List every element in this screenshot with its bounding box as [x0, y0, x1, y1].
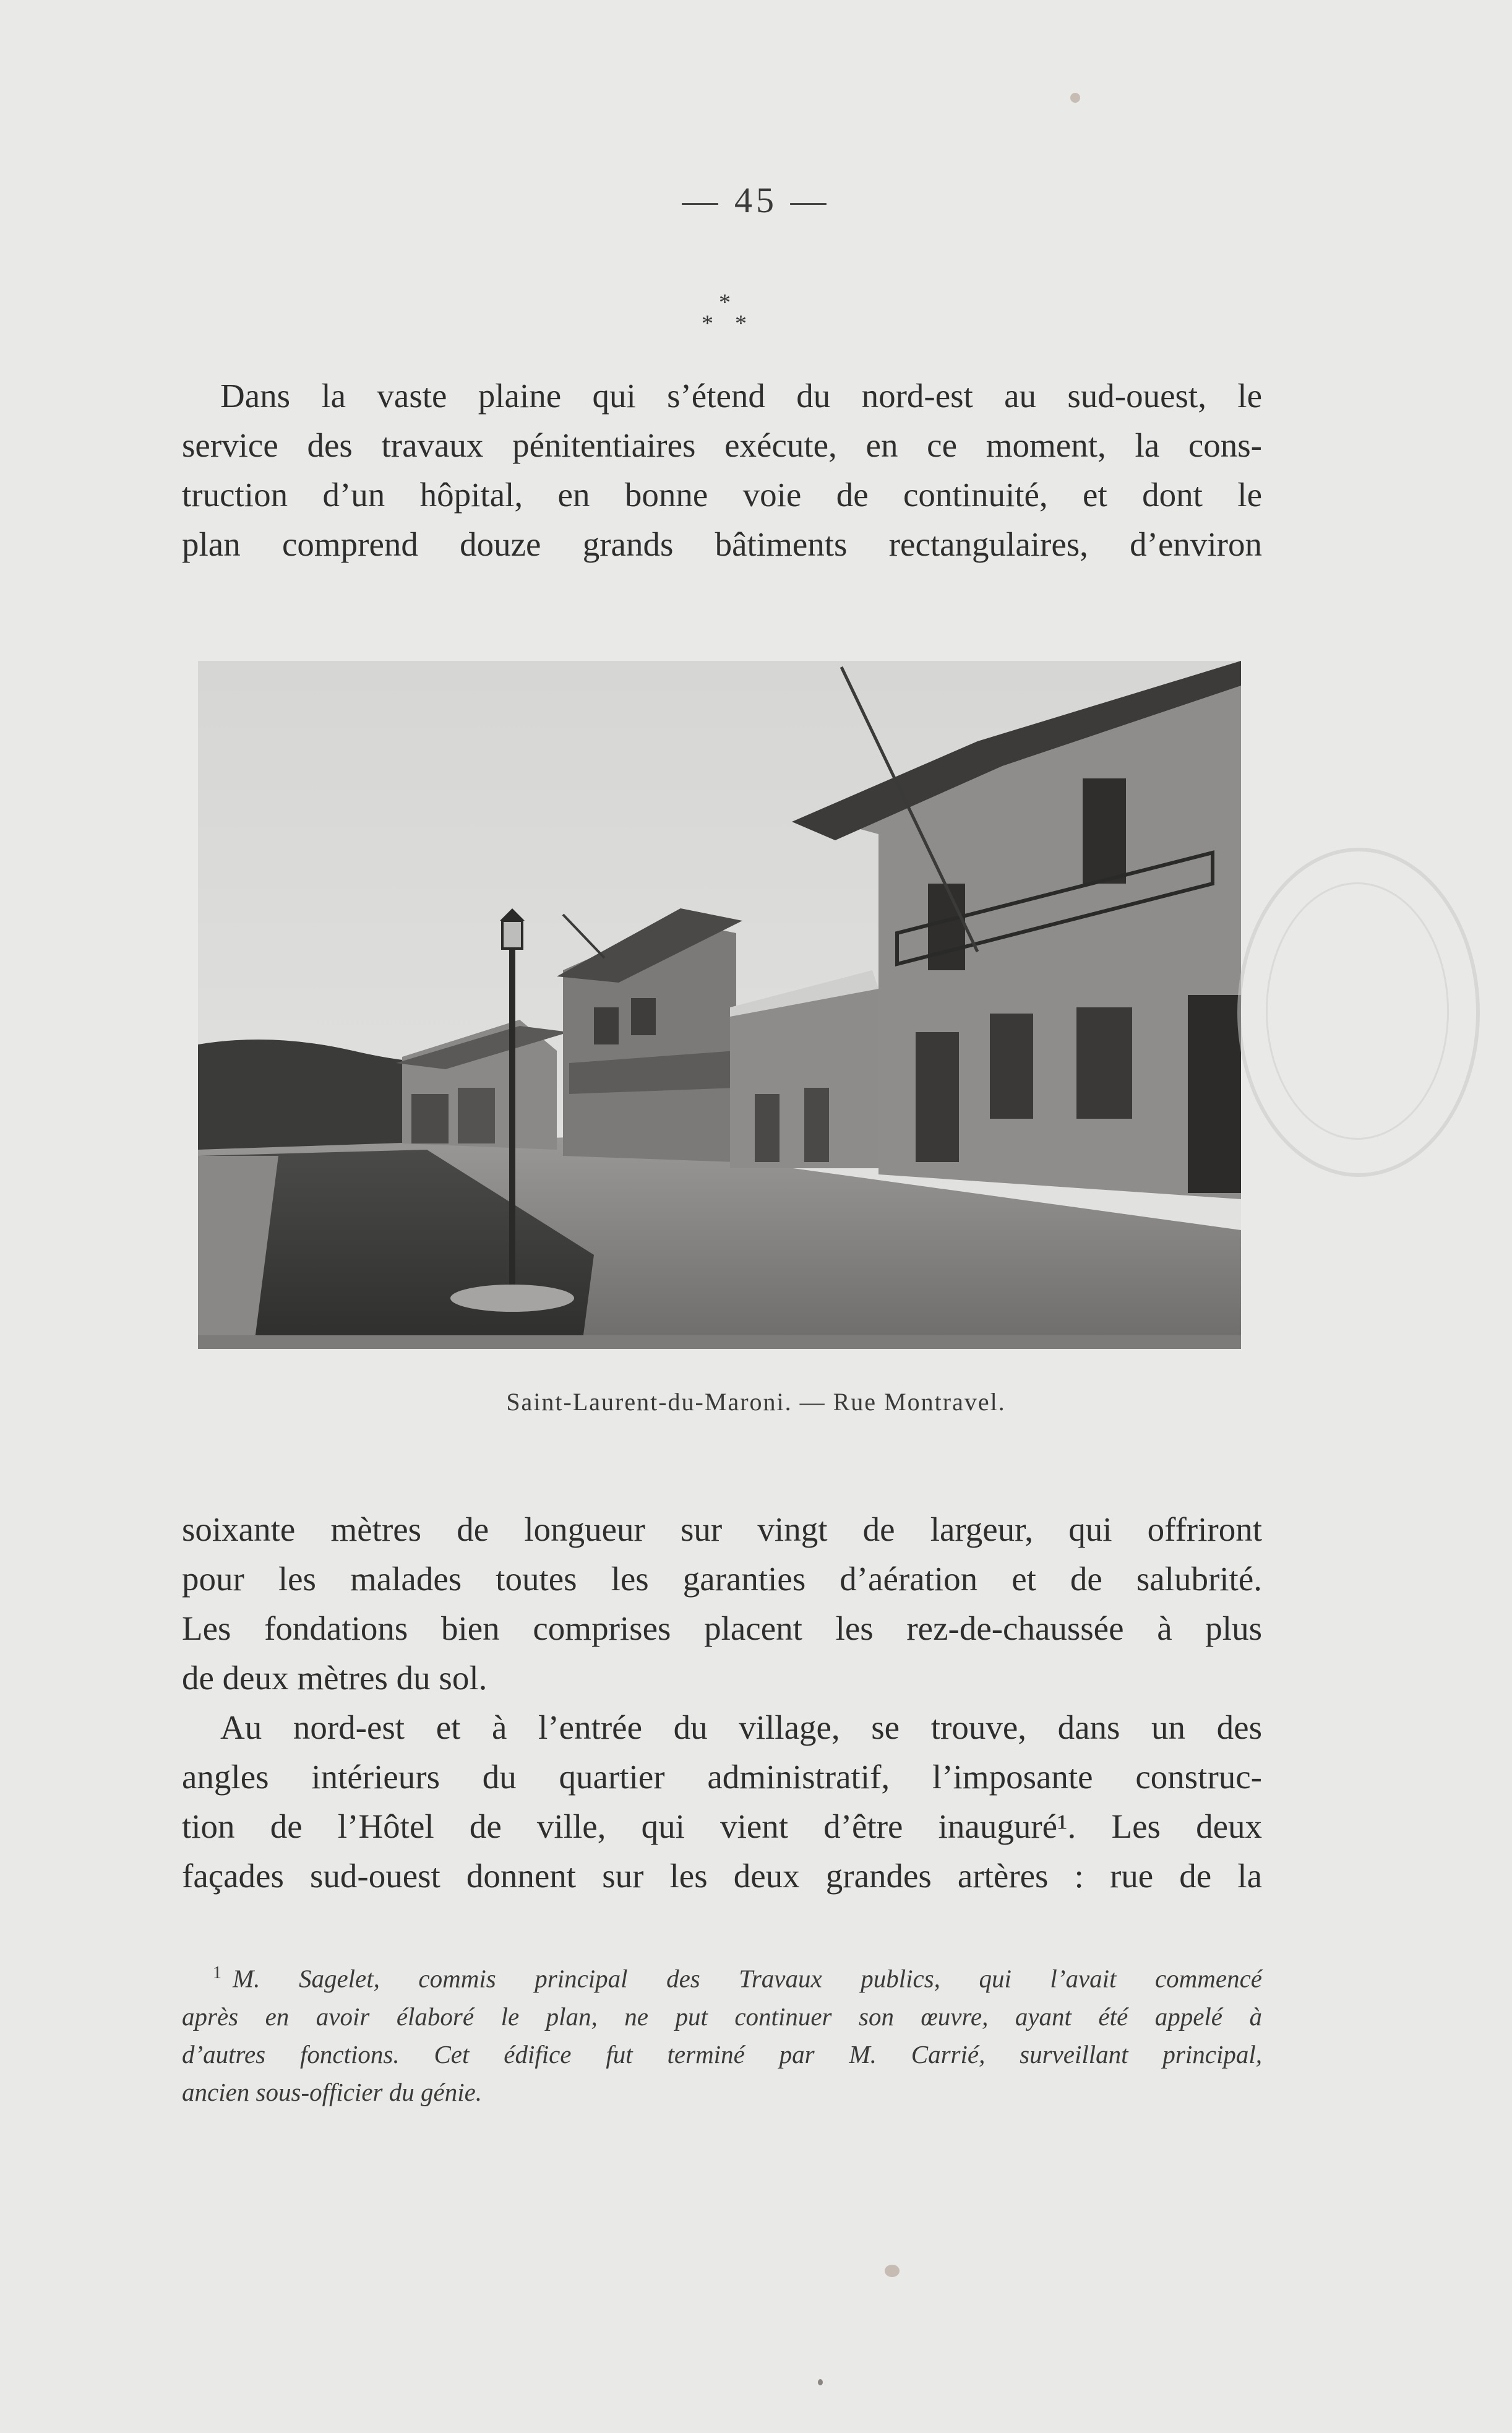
asterism-star-right: *	[735, 311, 747, 337]
paragraph-3	[182, 1703, 1262, 1901]
street-photograph	[198, 661, 1241, 1349]
text-line: truction d’un hôpital, en bonne voie de continuité, et dont le	[182, 476, 1262, 514]
text-line: de deux mètres du sol.	[182, 1659, 488, 1697]
paragraph-2	[182, 1505, 1262, 1703]
library-stamp-watermark	[1237, 848, 1480, 1177]
text-line: plan comprend douze grands bâtiments rectangulaires, d’environ	[182, 525, 1262, 563]
stamp-inner-ring	[1266, 882, 1449, 1140]
page-number: — 45 —	[682, 180, 830, 220]
text-line: Les fondations bien comprises placent les rez-de-chaussée à plus	[182, 1609, 1262, 1647]
asterism-star-left: *	[702, 311, 713, 337]
paper-speck	[818, 2379, 823, 2385]
footnote	[182, 1954, 1262, 2111]
footnote-line	[182, 1954, 1262, 1998]
footnote-line: d’autres fonctions. Cet édifice fut terminé par M. Carrié, surveillant principal,	[182, 2039, 1262, 2069]
footnote-marker: 1	[213, 1963, 221, 1983]
text-line: angles intérieurs du quartier administratif, l’imposante construc-	[182, 1758, 1262, 1796]
text-line: Au nord-est et à l’entrée du village, se trouve, dans un des	[220, 1708, 1262, 1746]
figure-caption: Saint-Laurent-du-Maroni. — Rue Montravel.	[506, 1388, 1006, 1416]
asterism-ornament	[694, 291, 756, 340]
footnote-line: ancien sous-officier du génie.	[182, 2077, 483, 2106]
text-line: pour les malades toutes les garanties d’aération et de salubrité.	[182, 1560, 1262, 1598]
text-line: tion de l’Hôtel de ville, qui vient d’être inauguré¹. Les deux	[182, 1807, 1262, 1845]
text-line: façades sud-ouest donnent sur les deux grandes artères : rue de la	[182, 1857, 1262, 1895]
text-line: soixante mètres de longueur sur vingt de largeur, qui offriront	[182, 1510, 1262, 1548]
paper-speck	[1070, 93, 1080, 103]
footnote-text: M. Sagelet, commis principal des Travaux publics, qui l’avait commencé	[233, 1964, 1262, 1993]
paper-speck	[885, 2265, 900, 2277]
text-line: service des travaux pénitentiaires exécute, en ce moment, la cons-	[182, 426, 1262, 464]
paragraph-1	[182, 371, 1262, 569]
footnote-line: après en avoir élaboré le plan, ne put continuer son œuvre, ayant été appelé à	[182, 2002, 1262, 2031]
asterism-star-top: *	[719, 290, 731, 316]
text-line: Dans la vaste plaine qui s’étend du nord-est au sud-ouest, le	[220, 377, 1262, 415]
